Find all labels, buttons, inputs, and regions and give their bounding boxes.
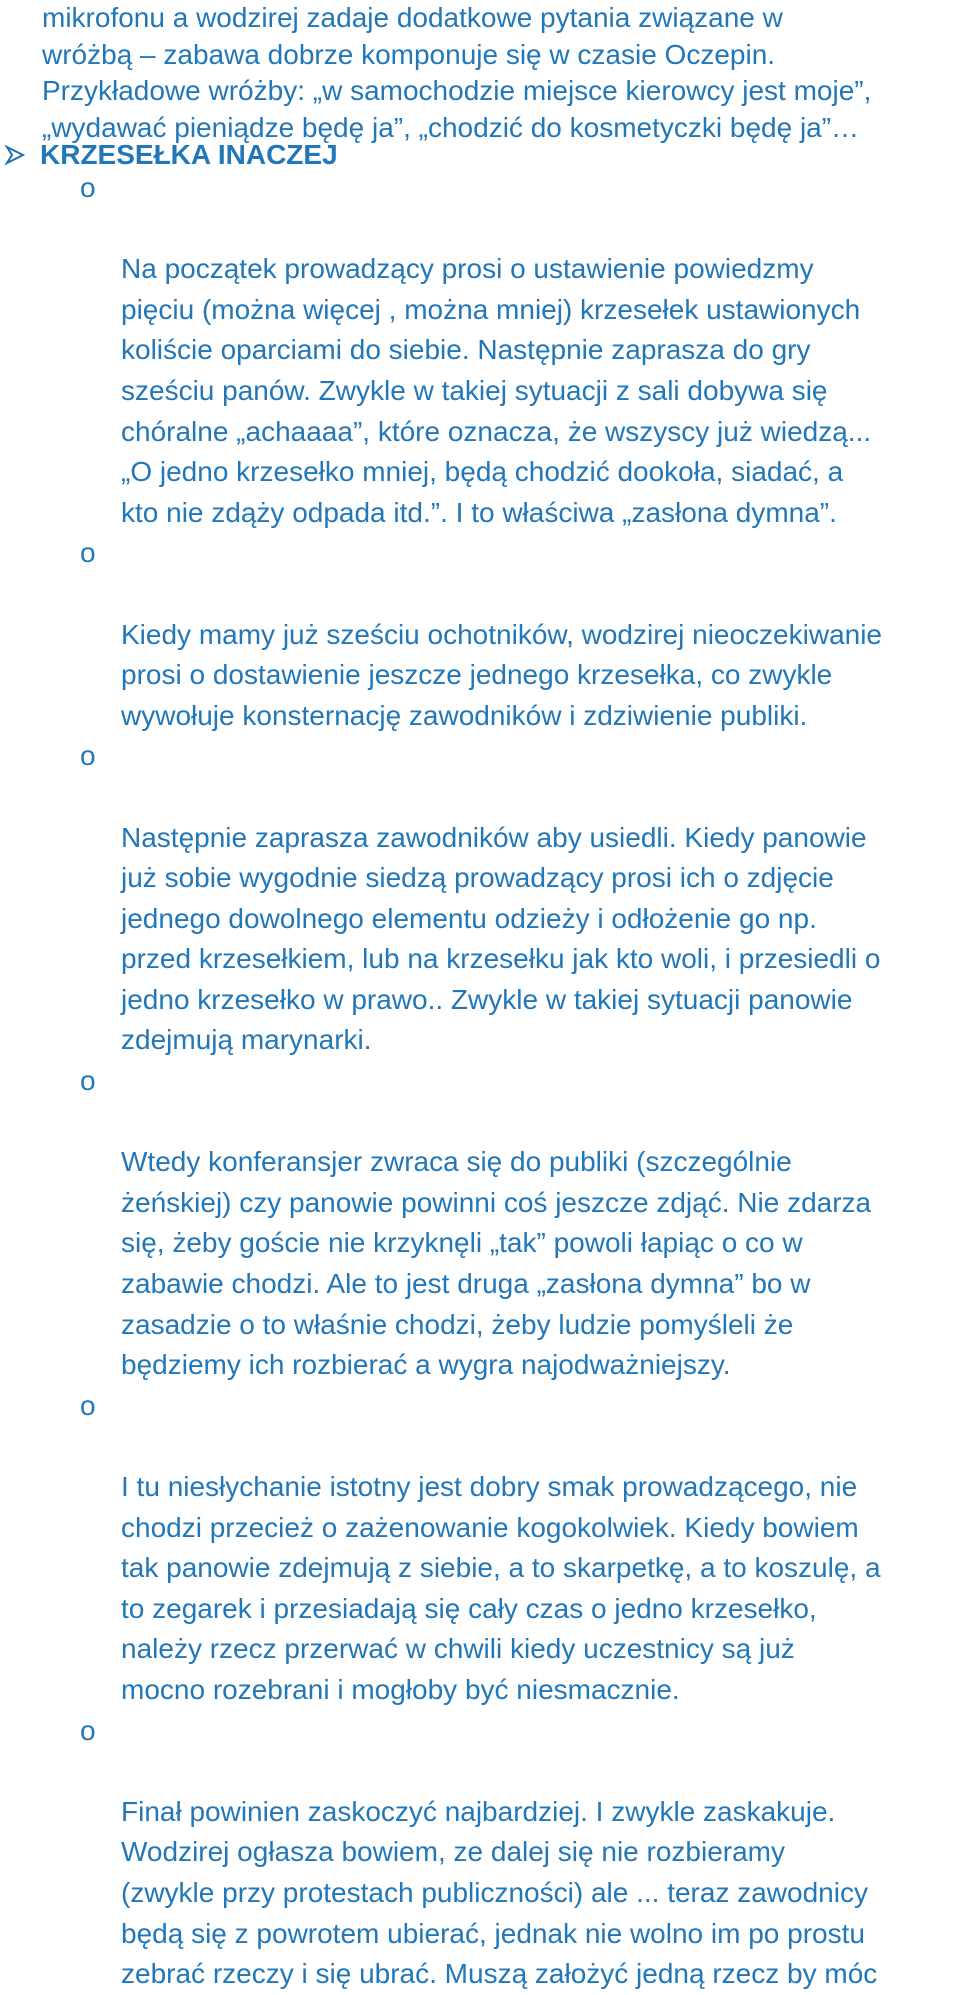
list-item-text: I tu niesłychanie istotny jest dobry smak prowadzącego, nie chodzi przecież o zażenowanie kogokolwiek. Kiedy bowiem tak panowie zdejmują z siebie, a to skarpetkę, a to koszulę, a to zegarek i przesiadają się cały czas o jedno krzesełko, należy rzecz przerwać w chwili kiedy uczestnicy są już mocno rozebrani i mogłoby być niesmacznie.	[121, 1471, 881, 1705]
list-item	[0, 168, 946, 533]
bullet-list	[0, 168, 960, 1995]
list-item-text: Następnie zaprasza zawodników aby usiedli. Kiedy panowie już sobie wygodnie siedzą prowadzący prosi ich o zdjęcie jednego dowolnego elementu odzieży i odłożenie go np. przed krzesełkiem, lub na krzesełku jak kto woli, i przesiedli o jedno krzesełko w prawo.. Zwykle w takiej sytuacji panowie zdejmują marynarki.	[121, 821, 881, 1056]
list-item	[0, 1061, 946, 1386]
list-item	[0, 1386, 946, 1711]
intro-paragraph: mikrofonu a wodzirej zadaje dodatkowe pytania związane w wróżbą – zabawa dobrze komponuje się w czasie Oczepin. Przykładowe wróżby: „w samochodzie miejsce kierowcy jest moje”, „wydawać pieniądze będę ja”, „chodzić do kosmetyczki będę ja”…	[42, 2, 872, 143]
list-item-text: Kiedy mamy już sześciu ochotników, wodzirej nieoczekiwanie prosi o dostawienie jeszcze jednego krzesełka, co zwykle wywołuje konsternację zawodników i zdziwienie publiki.	[121, 618, 883, 731]
list-item-text: Na początek prowadzący prosi o ustawienie powiedzmy pięciu (można więcej , można mniej) krzesełek ustawionych koliście oparciami do siebie. Następnie zaprasza do gry sześciu panów. Zwykle w takiej sytuacji z sali dobywa się chóralne „achaaaa”, które oznacza, że wszyscy już wiedzą... „O jedno krzesełko mniej, będą chodzić dookoła, siadać, a kto nie zdąży odpada itd.”. I to właściwa „zasłona dymna”.	[121, 253, 872, 528]
circle-bullet-icon: o	[80, 740, 96, 772]
arrow-bullet-icon	[4, 144, 26, 166]
list-item	[0, 1711, 946, 1995]
list-item-text: Wtedy konferansjer zwraca się do publiki (szczególnie żeńskiej) czy panowie powinni coś jeszcze zdjąć. Nie zdarza się, żeby goście nie krzyknęli „tak” powoli łapiąc o co w zabawie chodzi. Ale to jest druga „zasłona dymna” bo w zasadzie o to właśnie chodzi, żeby ludzie pomyśleli że będziemy ich rozbierać a wygra najodważniejszy.	[121, 1146, 872, 1381]
list-item	[0, 736, 946, 1061]
list-item-text: Finał powinien zaskoczyć najbardziej. I zwykle zaskakuje. Wodzirej ogłasza bowiem, ze dalej się nie rozbieramy (zwykle przy protestach publiczności) ale ... teraz zawodnicy będą się z powrotem ubierać, jednak nie wolno im po prostu zebrać rzeczy i się ubrać. Muszą założyć jedną rzecz by móc	[121, 1795, 878, 1990]
circle-bullet-icon: o	[80, 1714, 96, 1746]
circle-bullet-icon: o	[80, 1065, 96, 1097]
list-item	[0, 533, 946, 736]
circle-bullet-icon: o	[80, 172, 96, 203]
section-title: KRZESEŁKA INACZEJ	[40, 139, 338, 170]
circle-bullet-icon: o	[80, 1389, 96, 1421]
circle-bullet-icon: o	[80, 537, 96, 569]
